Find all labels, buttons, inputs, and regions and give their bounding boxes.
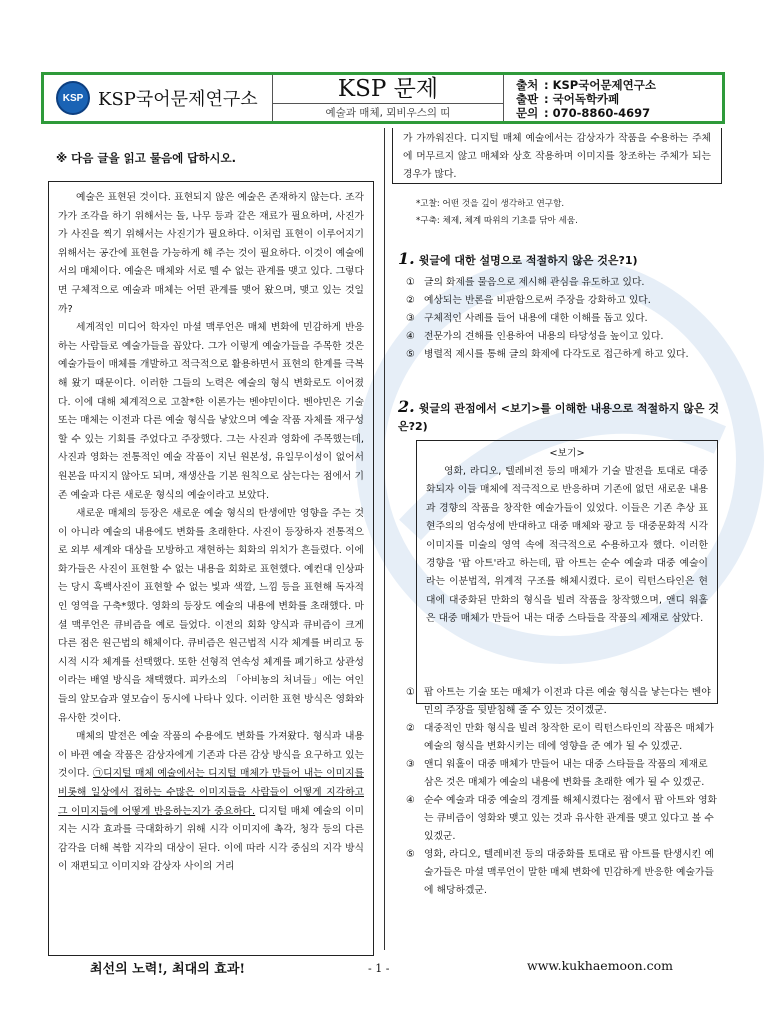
q2-text: 윗글의 관점에서 <보기>를 이해한 내용으로 적절하지 않은 것은?2) — [398, 402, 719, 433]
q1-option-3[interactable]: ③ 구체적인 사례를 들어 내용에 대한 이해를 돕고 있다. — [406, 313, 648, 324]
q1-option-5[interactable]: ⑤ 병렬적 제시를 통해 글의 화제에 다각도로 접근하게 하고 있다. — [406, 349, 689, 360]
passage-paragraph-2: 세계적인 미디어 학자인 마셜 맥루언은 매체 변화에 민감하게 반응하는 사람들로 예술가들을 꼽았다. 그가 이렇게 예술가들을 주목한 것은 예술가들이 매체를 개발하고 적극적으로 활용하면서 표현의 한계를 극복해 왔기 때문이다. 이러한 그들의 노력은 예술의 형식 변화로도 이어졌다. 이에 대해 체계적으로 고찰*한 이론가는 벤야민이다. 벤야민은 기술 또는 매체는 이전과 다른 예술 형식을 낳았으며 예술 작품 자체를 재구성할 수 있는 기회를 주었다고 주장했다. 그는 사진과 영화에 주목했는데, 사진과 영화는 전통적인 예술 작품이 지닌 원본성, 유일무이성이 없어서 원본을 따지지 않아도 되며, 재생산을 기본 원칙으로 삼는다는 점에서 기존 예술과 다른 새로운 형식의 예술이라고 보았다. — [58, 322, 364, 501]
q2-option-1[interactable]: ① 팝 아트는 기술 또는 매체가 이전과 다른 예술 형식을 낳는다는 벤야민의 주장을 뒷받침해 줄 수 있는 것이겠군. — [406, 687, 711, 716]
passage-paragraph-1: 예술은 표현된 것이다. 표현되지 않은 예술은 존재하지 않는다. 조각가가 조각을 하기 위해서는 돌, 나무 등과 같은 재료가 필요하며, 사진가가 사진을 찍기 위해서는 사진기가 필요하다. 이처럼 표현이 이루어지기 위해서는 공간에 표현을 가능하게 해 주는 것이 필요하다. 이것이 예술에서의 매체이다. 예술은 매체와 서로 뗄 수 없는 관계를 맺고 있다. 그렇다면 구체적으로 예술과 매체는 어떤 관계를 맺어 왔으며, 맺고 있는 것일까? — [58, 192, 364, 315]
right-column — [392, 128, 722, 956]
q2-option-4[interactable]: ④ 순수 예술과 대중 예술의 경계를 해체시켰다는 점에서 팝 아트와 영화는 큐비즘이 영화와 맺고 있는 것과 유사한 관계를 맺고 있다고 볼 수 있겠군. — [406, 795, 718, 842]
footnotes — [416, 196, 716, 230]
instruction: ※ 다음 글을 읽고 물음에 답하시오. — [56, 151, 236, 165]
q2-option-5[interactable]: ⑤ 영화, 라디오, 텔레비전 등의 대중화를 토대로 팝 아트를 탄생시킨 예술가들은 마셜 맥루언이 말한 매체 변화에 민감하게 반응한 예술가들에 해당하겠군. — [406, 849, 714, 896]
q1-option-4[interactable]: ④ 전문가의 견해를 인용하여 내용의 타당성을 높이고 있다. — [406, 331, 664, 342]
passage-continuation: 가 가까워진다. 디지털 매체 예술에서는 감상자가 작품을 수용하는 주체에 머무르지 않고 매체와 상호 작용하며 이미지를 창조하는 주체가 되는 경우가 많다. — [392, 128, 722, 184]
info-publisher: 출판 : 국어독학카페 — [516, 92, 620, 106]
footer-slogan: 최선의 노력!, 최대의 효과! — [90, 962, 246, 977]
q1-text: 윗글에 대한 설명으로 적절하지 않은 것은?1) — [418, 254, 638, 267]
q1-option-2[interactable]: ② 예상되는 반론을 비판함으로써 주장을 강화하고 있다. — [406, 295, 651, 306]
header-info — [504, 75, 722, 121]
website-link[interactable]: www.kukhaemoon.com — [527, 958, 673, 973]
page-number: - 1 - — [368, 962, 390, 975]
info-contact: 문의 : 070-8860-4697 — [516, 106, 651, 120]
p4-start: 매체의 발전은 예술 작품의 수용에도 변화를 가져왔다. 형식과 내용이 바뀐 예술 작품은 감상자에게 기존과 다른 감상 방식을 요구하고 있는 것이다. — [58, 731, 364, 780]
q1-options — [406, 274, 718, 364]
q2-options — [406, 684, 718, 900]
q2-number: 2. — [398, 397, 415, 416]
bogi-text: 영화, 라디오, 텔레비전 등의 매체가 기술 발전을 토대로 대중화되자 이들 매체에 적극적으로 반응하며 기존에 없던 새로운 내용과 경향의 작품을 창작한 예술가들이 있었다. 이들은 기존 추상 표현주의의 엄숙성에 반대하고 대중 매체와 광고 등 대중문화적 시각 이미지를 미술의 영역 속에 적극적으로 수용하고자 했다. 이러한 경향을 '팝 아트'라고 하는데, 팝 아트는 순수 예술과 대중 예술이라는 이분법적, 위계적 구조를 해체시켰다. 로이 릭턴스타인은 현대에 대중화된 만화의 형식을 빌려 작품을 창작했으며, 앤디 워홀은 대중 매체가 만들어 내는 대중 스타들을 작품의 제재로 삼았다. — [426, 466, 708, 625]
org-name: KSP국어문제연구소 — [98, 89, 258, 110]
logo-text: KSP — [62, 92, 84, 104]
left-column — [48, 128, 374, 956]
note-1: *고찰: 어떤 것을 깊이 생각하고 연구함. — [416, 199, 565, 209]
passage-box — [48, 181, 374, 956]
q2-option-3[interactable]: ③ 앤디 워홀이 대중 매체가 만들어 내는 대중 스타들을 작품의 제재로 삼은 것은 매체가 예술의 내용에 변화를 초래한 예가 될 수 있겠군. — [406, 759, 708, 788]
p4-end: 디지털 매체 예술의 이미지는 시각 효과를 극대화하기 위해 시각 이미지에 촉각, 청각 등의 다른 감각을 더해 복합 지각의 대상이 된다. 이에 따라 시각 중심의 지각 방식이 재편되고 이미지와 감상자 사이의 거리 — [58, 805, 364, 873]
info-source: 출처 : KSP국어문제연구소 — [516, 78, 656, 92]
underlined-passage: ㉠디지털 매체 예술에서는 디지털 매체가 만들어 내는 이미지를 비롯해 일상에서 접하는 수많은 이미지들을 사람들이 어떻게 지각하고 그 이미지들에 어떻게 반응하는지가 중요하다. — [58, 768, 364, 817]
page-subtitle: 예술과 매체, 뫼비우스의 띠 — [325, 107, 451, 119]
ksp-logo — [56, 81, 90, 115]
header-org — [44, 75, 272, 121]
bogi-title: <보기> — [549, 448, 585, 459]
column-divider — [384, 128, 385, 950]
q2-option-2[interactable]: ② 대중적인 만화 형식을 빌려 창작한 로이 릭턴스타인의 작품은 매체가 예술의 형식을 변화시키는 데에 영향을 준 예가 될 수 있겠군. — [406, 723, 714, 752]
passage-paragraph-4 — [58, 728, 364, 877]
header-title-block — [272, 75, 504, 121]
note-2: *구축: 체제, 체계 따위의 기초를 닦아 세움. — [416, 216, 578, 226]
question-2 — [398, 398, 722, 436]
q1-number: 1. — [398, 249, 415, 268]
page-title: KSP 문제 — [273, 75, 503, 104]
question-1 — [398, 250, 722, 270]
header-box — [41, 72, 725, 124]
q1-option-1[interactable]: ① 글의 화제를 물음으로 제시해 관심을 유도하고 있다. — [406, 277, 645, 288]
bogi-box — [416, 440, 718, 704]
passage-paragraph-3: 새로운 매체의 등장은 새로운 예술 형식의 탄생에만 영향을 주는 것이 아니라 예술의 내용에도 변화를 초래한다. 사진이 등장하자 전통적으로 외부 세계와 대상을 모방하고 재현하는 회화의 위치가 흔들렸다. 이에 화가들은 사진이 표현할 수 없는 내용을 회화로 표현했다. 예컨대 인상파는 당시 흑백사진이 표현할 수 없는 빛과 색깔, 느낌 등을 표현해 독자적인 영역을 구축*했다. 영화의 등장도 예술의 내용에 변화를 초래했다. 마셜 맥루언은 큐비즘을 예로 들었다. 이전의 회화 양식과 큐비즘이 크게 다른 점은 원근법의 해체이다. 큐비즘은 원근법적 시각 체계를 버리고 동시적 시각 체계를 선택했다. 또한 선형적 연속성 체계를 폐기하고 상관성이라는 배열 방식을 채택했다. 피카소의 「아비뇽의 처녀들」에는 여인들의 앞모습과 옆모습이 동시에 나타나 있다. 이러한 표현 방식은 영화와 유사한 것이다. — [58, 508, 364, 724]
